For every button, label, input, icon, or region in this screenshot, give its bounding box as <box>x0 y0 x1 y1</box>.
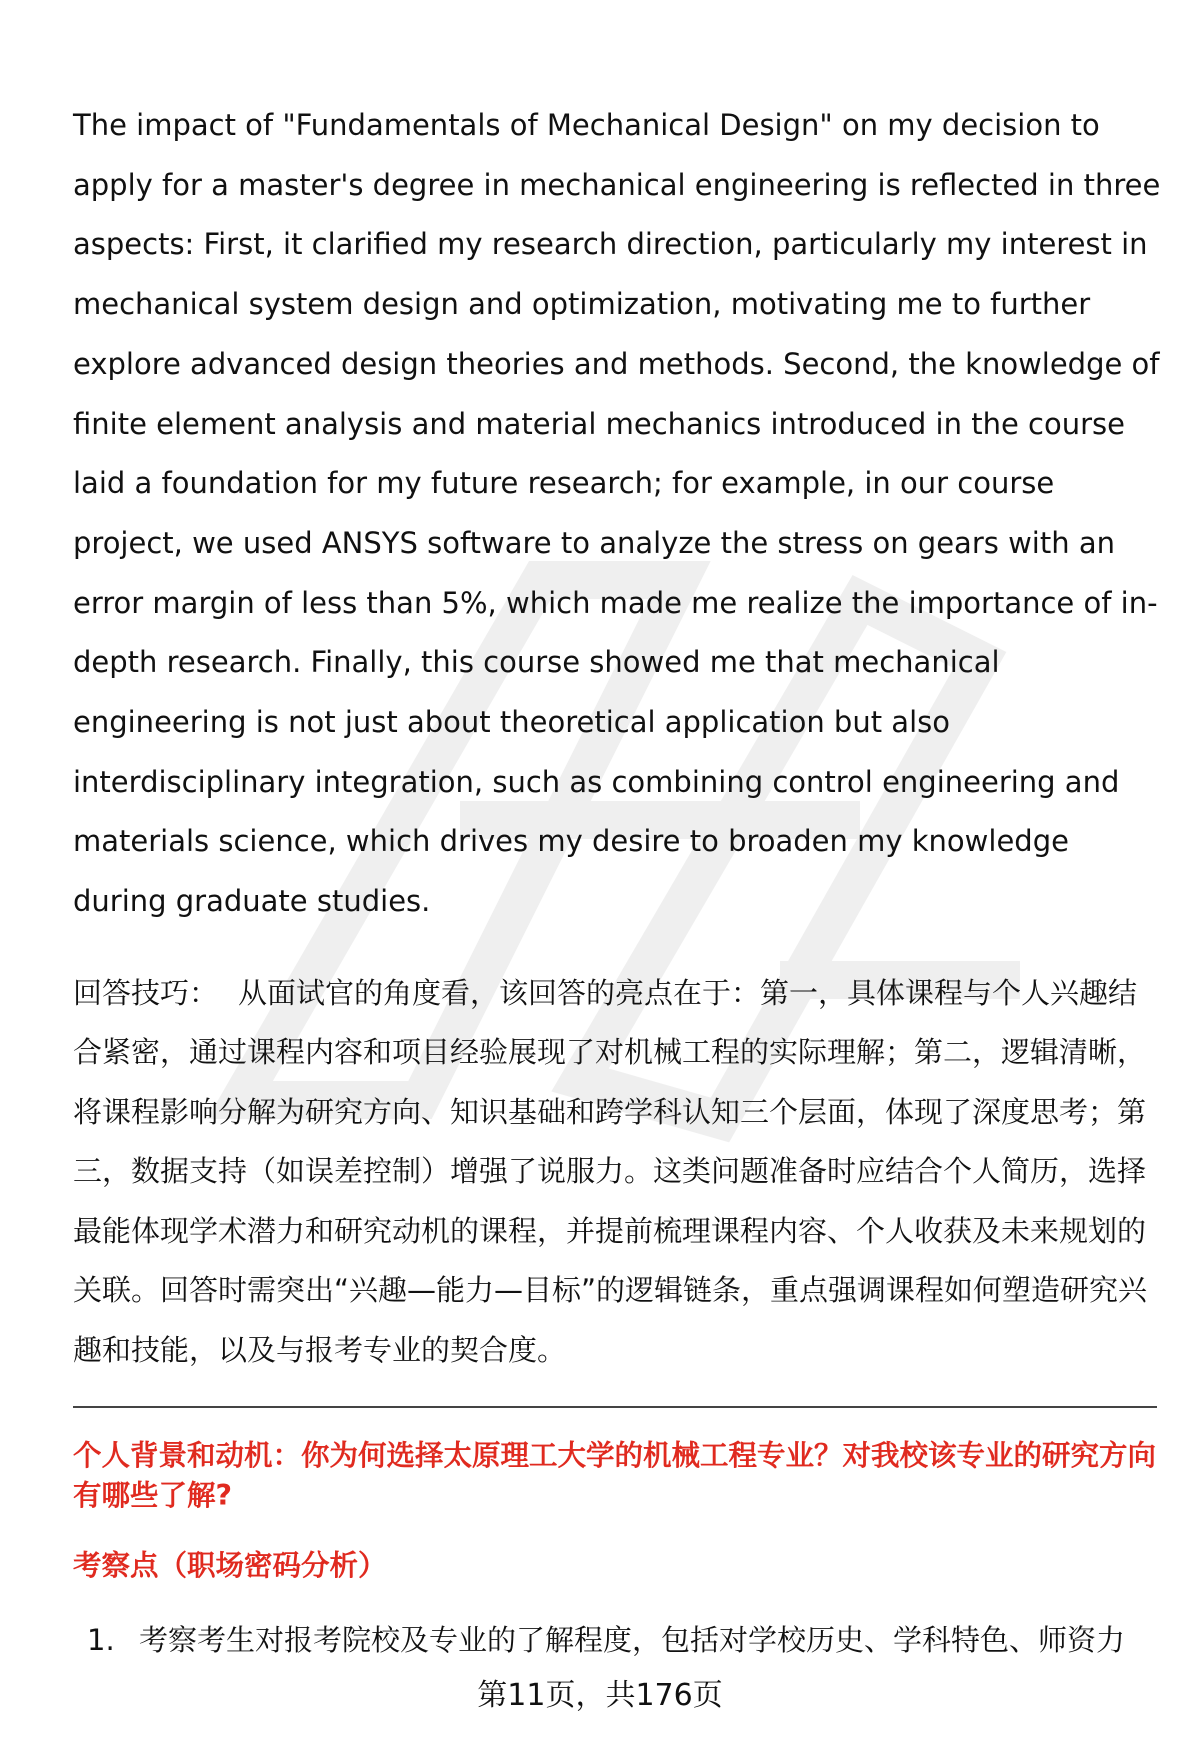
list-item-text: 考察考生对报考院校及专业的了解程度，包括对学校历史、学科特色、师资力 <box>139 1623 1126 1658</box>
assessment-list <box>73 1616 1163 1664</box>
list-item <box>73 1616 1163 1664</box>
section-divider <box>73 1406 1157 1408</box>
tips-label: 回答技巧： <box>73 975 219 1010</box>
page-number-footer: 第11页，共176页 <box>477 1678 723 1713</box>
answer-tips <box>73 964 1163 1381</box>
interview-question: 个人背景和动机：你为何选择太原理工大学的机械工程专业？对我校该专业的研究方向有哪些了解? <box>73 1439 1157 1513</box>
page-content <box>73 96 1163 1664</box>
english-answer-paragraph: The impact of "Fundamentals of Mechanical Design" on my decision to apply for a master's degree in mechanical engineering is reflected in three aspects: First, it clarified my research direction, particularly my interest in mechanical system design and optimization, motivating me to further explore advanced design theories and methods. Second, the knowledge of finite element analysis and material mechanics introduced in the course laid a foundation for my future research; for example, in our course project, we used ANSYS software to analyze the stress on gears with an error margin of less than 5%, which made me realize the importance of in-depth research. Finally, this course showed me that mechanical engineering is not just about theoretical application but also interdisciplinary integration, such as combining control engineering and materials science, which drives my desire to broaden my knowledge during graduate studies. <box>73 108 1161 919</box>
tips-text: 从面试官的角度看，该回答的亮点在于：第一，具体课程与个人兴趣结合紧密，通过课程内容和项目经验展现了对机械工程的实际理解；第二，逻辑清晰，将课程影响分解为研究方向、知识基础和跨学科认知三个层面，体现了深度思考；第三，数据支持（如误差控制）增强了说服力。这类问题准备时应结合个人简历，选择最能体现学术潜力和研究动机的课程，并提前梳理课程内容、个人收获及未来规划的关联。回答时需突出“兴趣—能力—目标”的逻辑链条，重点强调课程如何塑造研究兴趣和技能，以及与报考专业的契合度。 <box>73 975 1148 1367</box>
section-title-assessment: 考察点（职场密码分析） <box>73 1549 387 1583</box>
list-item-number: 1. <box>87 1623 115 1658</box>
